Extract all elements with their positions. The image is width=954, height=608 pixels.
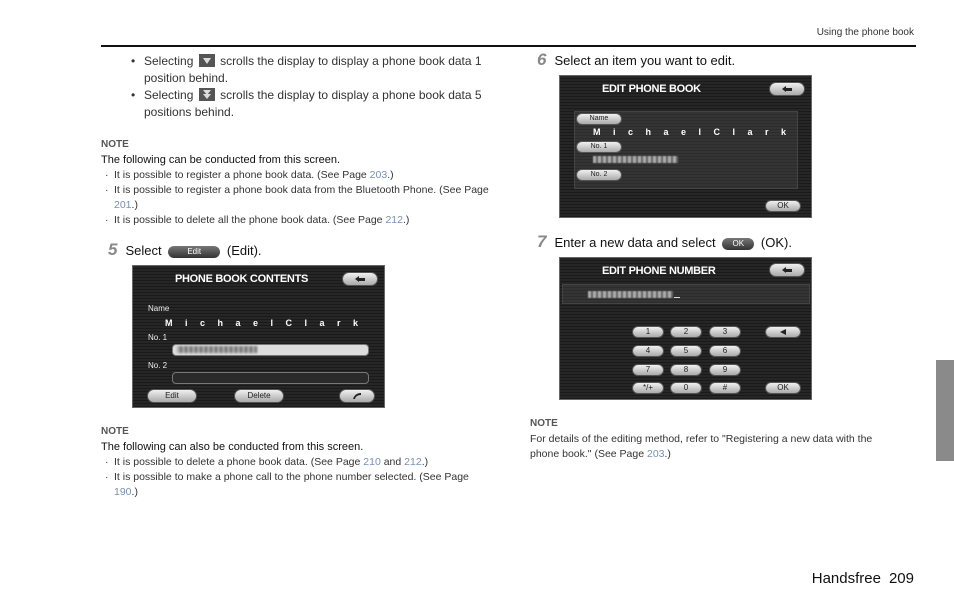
back-arrow-icon [770,83,804,95]
back-arrow-icon [770,264,804,276]
key-0[interactable]: 0 [670,382,702,394]
key-1[interactable]: 1 [632,326,664,338]
back-button[interactable] [769,263,805,277]
list-item: · It is possible to register a phone book data from the Bluetooth Phone. (See Page 201.) [101,183,491,213]
name-value: M i c h a e l C l a r k [593,127,792,137]
key-7[interactable]: 7 [632,364,664,376]
scroll-bullets [131,53,491,121]
key-4[interactable]: 4 [632,345,664,357]
backspace-button[interactable] [765,326,801,338]
cursor [674,297,680,298]
note-text: For details of the editing method, refer to "Registering a new data with the phone book." (See Page 203.) [530,433,873,460]
note-3 [530,416,900,462]
note-lead: The following can be conducted from this screen. [101,154,341,166]
bullet-item: • Selecting scrolls the display to display a phone book data 1 position behind. [131,53,491,87]
page-footer [812,570,914,587]
delete-button[interactable]: Delete [234,389,284,403]
key-8[interactable]: 8 [670,364,702,376]
key-5[interactable]: 5 [670,345,702,357]
key-3[interactable]: 3 [709,326,741,338]
section-header: Using the phone book [816,27,914,38]
back-button[interactable] [769,82,805,96]
no1-number-redacted [593,156,678,163]
list-item: · It is possible to make a phone call to the phone number selected. (See Page 190.) [101,470,491,500]
note-title: NOTE [101,426,129,437]
note-2 [101,424,491,500]
page-link[interactable]: 203 [369,169,388,181]
scroll-down-5-icon [199,88,215,101]
page-link[interactable]: 201 [114,199,132,211]
edit-button[interactable]: Edit [147,389,197,403]
phone-book-contents-screen [132,265,385,408]
page-number: 209 [888,570,914,587]
key-hash[interactable]: # [709,382,741,394]
entered-number-redacted [588,291,673,298]
key-2[interactable]: 2 [670,326,702,338]
edit-phone-number-screen [559,257,812,400]
no2-button[interactable]: No. 2 [576,169,622,181]
list-item: · It is possible to register a phone book data. (See Page 203.) [101,168,491,183]
screen-title: EDIT PHONE BOOK [602,83,701,95]
ok-button[interactable]: OK [765,382,801,394]
no2-field[interactable] [172,372,369,384]
back-button[interactable] [342,272,378,286]
back-arrow-icon [343,273,377,285]
page-link[interactable]: 212 [404,456,422,468]
screen-title: EDIT PHONE NUMBER [602,265,716,277]
key-star-plus[interactable]: */+ [632,382,664,394]
edit-phone-book-screen [559,75,812,218]
note-title: NOTE [530,418,558,429]
no1-label: No. 1 [148,333,168,342]
chapter-name: Handsfree [811,570,881,587]
call-button[interactable] [339,389,375,403]
list-item: · It is possible to delete all the phone book data. (See Page 212.) [101,213,491,228]
list-item: · It is possible to delete a phone book data. (See Page 210 and 212.) [101,455,491,470]
edit-button-inline: Edit [168,246,220,258]
no1-button[interactable]: No. 1 [576,141,622,153]
no2-label: No. 2 [148,361,168,370]
bullet-item: • Selecting scrolls the display to display a phone book data 5 positions behind. [131,87,491,121]
step-6: 6 Select an item you want to edit. [537,50,736,69]
chapter-tab [936,360,954,461]
screen-title: PHONE BOOK CONTENTS [175,273,309,285]
key-9[interactable]: 9 [709,364,741,376]
name-value: M i c h a e l C l a r k [165,318,364,328]
page-link[interactable]: 210 [363,456,381,468]
phone-icon [340,390,374,402]
left-arrow-icon [766,327,800,337]
scroll-down-1-icon [199,54,215,67]
page-link[interactable]: 212 [385,214,403,226]
note-lead: The following can also be conducted from this screen. [101,441,364,453]
name-button[interactable]: Name [576,113,622,125]
ok-button-inline: OK [722,238,754,250]
note-title: NOTE [101,139,129,150]
step-7: 7 Enter a new data and select OK (OK). [537,232,792,251]
ok-button[interactable]: OK [765,200,801,212]
page-link[interactable]: 203 [646,448,665,460]
key-6[interactable]: 6 [709,345,741,357]
name-label: Name [148,304,170,313]
header-rule [101,45,916,47]
step-5: 5 Select Edit (Edit). [108,240,262,259]
page-link[interactable]: 190 [114,486,132,498]
no1-number-redacted [177,346,257,353]
note-1 [101,137,491,228]
